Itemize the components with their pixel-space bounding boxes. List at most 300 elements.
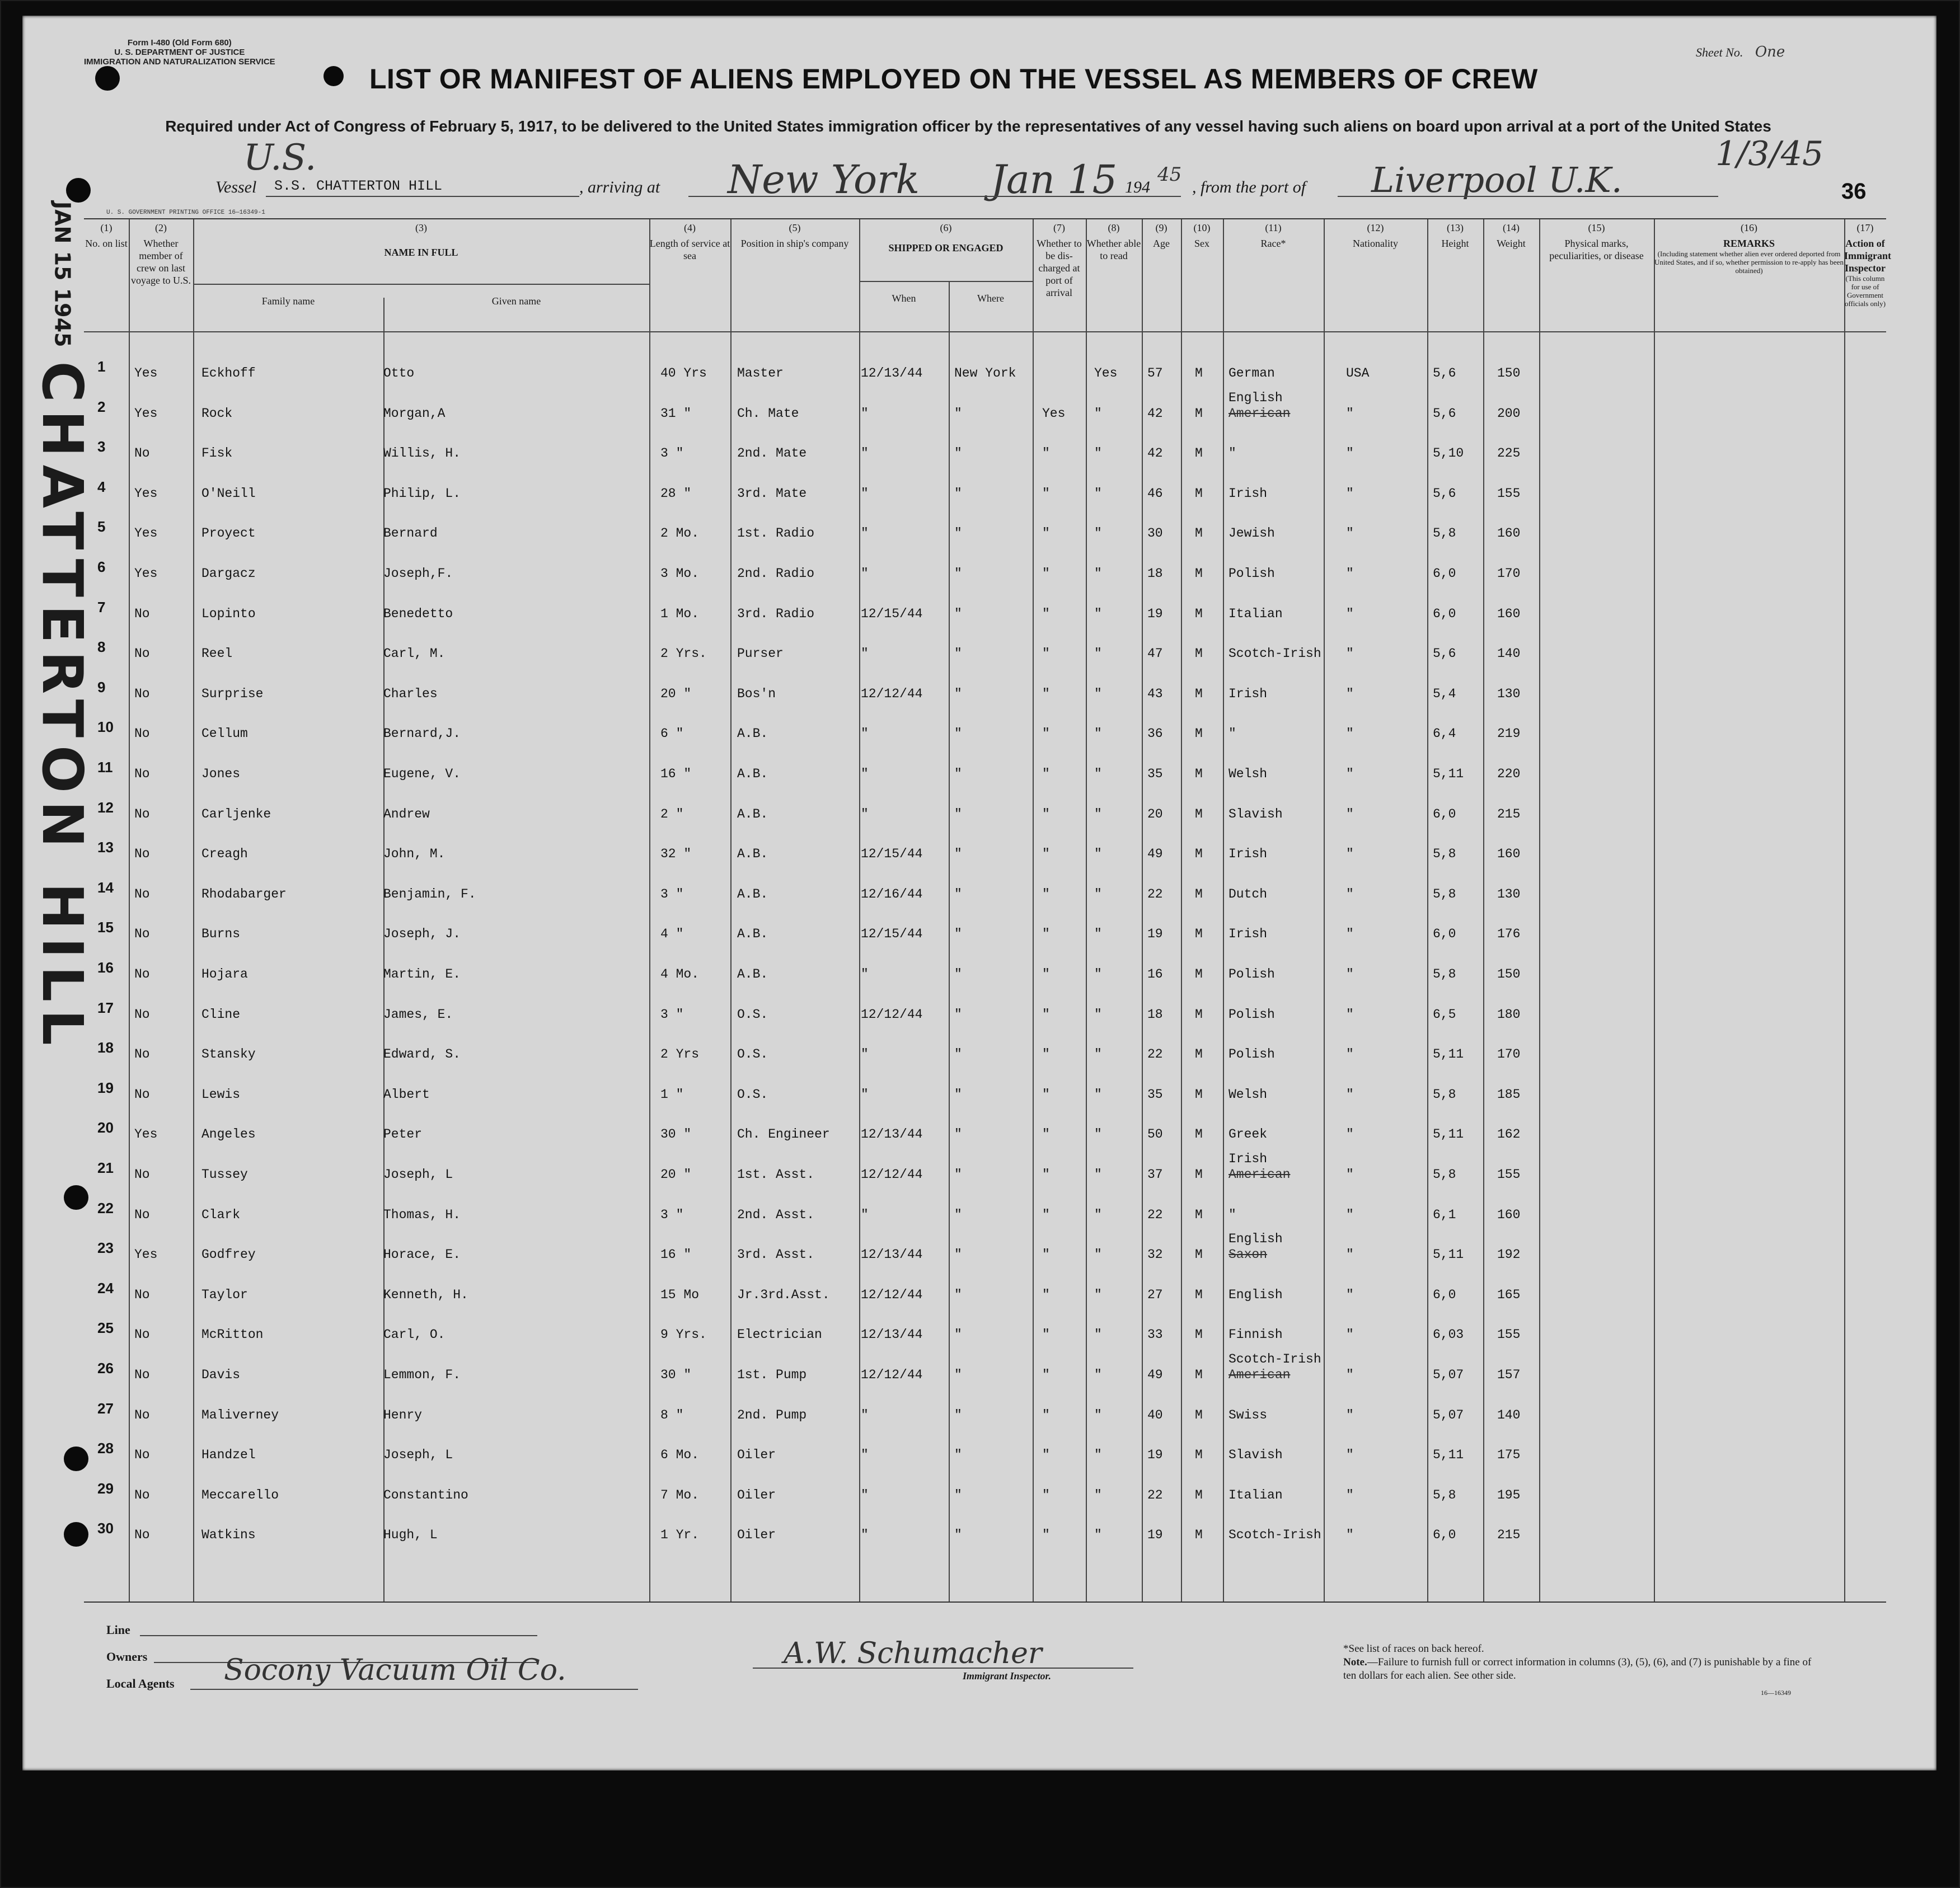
column-number: (3) <box>415 222 427 233</box>
discharged-cell: " <box>1042 526 1050 541</box>
age-cell: 35 <box>1147 767 1163 781</box>
shipped-when-cell: 12/16/44 <box>861 887 923 901</box>
age-cell: 33 <box>1147 1327 1163 1342</box>
position-cell: Purser <box>737 646 784 661</box>
discharged-cell: " <box>1042 887 1050 901</box>
prior-voyage-cell: No <box>134 807 150 821</box>
sex-cell: M <box>1195 1488 1203 1502</box>
position-cell: Bos'n <box>737 687 776 701</box>
race-cell: Italian <box>1228 607 1283 621</box>
able-to-read-cell: " <box>1094 1047 1102 1062</box>
able-to-read-cell: " <box>1094 847 1102 861</box>
height-cell: 5,6 <box>1433 646 1456 661</box>
row-number: 23 <box>97 1239 114 1256</box>
header-rule <box>859 281 1033 282</box>
race-cell: Slavish <box>1228 807 1283 821</box>
nationality-cell: " <box>1346 887 1354 901</box>
weight-cell: 160 <box>1497 1208 1521 1222</box>
shipped-when-cell: 12/15/44 <box>861 607 923 621</box>
column-rule <box>730 219 732 1601</box>
race-cell: Swiss <box>1228 1408 1268 1422</box>
able-to-read-cell: " <box>1094 486 1102 501</box>
given-name-cell: Carl, M. <box>383 646 446 661</box>
service-length-cell: 6 " <box>660 726 684 741</box>
shipped-when-cell: " <box>861 1448 869 1462</box>
nationality-cell: " <box>1346 967 1354 981</box>
prior-voyage-cell: No <box>134 847 150 861</box>
position-cell: Ch. Mate <box>737 406 799 421</box>
column-number: (12) <box>1367 222 1384 233</box>
column-rule <box>129 219 130 1601</box>
able-to-read-cell: " <box>1094 687 1102 701</box>
vessel-label: Vessel <box>215 178 257 196</box>
discharged-cell: " <box>1042 1087 1050 1102</box>
position-cell: 2nd. Asst. <box>737 1208 815 1222</box>
row-number: 5 <box>97 518 106 535</box>
prior-voyage-cell: Yes <box>134 486 158 501</box>
prior-voyage-cell: Yes <box>134 406 158 421</box>
service-length-cell: 3 " <box>660 887 684 901</box>
position-cell: 1st. Asst. <box>737 1167 815 1182</box>
from-port-label: , from the port of <box>1192 178 1306 196</box>
sex-cell: M <box>1195 1368 1203 1382</box>
family-name-cell: Burns <box>201 927 241 941</box>
sex-cell: M <box>1195 1327 1203 1342</box>
age-cell: 16 <box>1147 967 1163 981</box>
service-length-cell: 2 Yrs <box>660 1047 700 1062</box>
column-header-c5 <box>730 222 859 250</box>
position-cell: A.B. <box>737 927 768 941</box>
column-number: (5) <box>789 222 801 233</box>
column-title: Height <box>1441 238 1469 249</box>
age-cell: 20 <box>1147 807 1163 821</box>
given-name-cell: Charles <box>383 687 438 701</box>
given-name-cell: Kenneth, H. <box>383 1288 468 1302</box>
prior-voyage-cell: No <box>134 767 150 781</box>
race-cell: Irish <box>1228 1152 1268 1166</box>
family-name-cell: Cellum <box>201 726 248 741</box>
given-name-cell: Morgan,A <box>383 406 446 421</box>
height-cell: 6,5 <box>1433 1007 1456 1022</box>
able-to-read-cell: " <box>1094 1448 1102 1462</box>
note-text: —Failure to furnish full or correct information in columns (3), (5), (6), and (7) is punishable by a fine of ten dollars for each alien. See other side. <box>1343 1656 1812 1682</box>
race-cell: Polish <box>1228 1047 1275 1062</box>
prior-voyage-cell: Yes <box>134 526 158 541</box>
printing-office: U. S. GOVERNMENT PRINTING OFFICE 16—16349-1 <box>106 209 265 216</box>
weight-cell: 165 <box>1497 1288 1521 1302</box>
height-cell: 6,0 <box>1433 1528 1456 1542</box>
shipped-when-cell: 12/12/44 <box>861 687 923 701</box>
sex-cell: M <box>1195 366 1203 381</box>
row-number: 8 <box>97 638 106 655</box>
able-to-read-cell: " <box>1094 767 1102 781</box>
arriving-label: , arriving at <box>579 178 660 196</box>
discharged-cell: " <box>1042 1127 1050 1142</box>
nationality-cell: " <box>1346 1007 1354 1022</box>
nationality-cell: " <box>1346 1408 1354 1422</box>
race-cell: Greek <box>1228 1127 1268 1142</box>
service-length-cell: 4 " <box>660 927 684 941</box>
weight-cell: 170 <box>1497 1047 1521 1062</box>
weight-cell: 185 <box>1497 1087 1521 1102</box>
able-to-read-cell: " <box>1094 406 1102 421</box>
given-name-cell: Joseph, J. <box>383 927 461 941</box>
given-name-cell: Peter <box>383 1127 423 1142</box>
stamp-date: JAN 15 1945 <box>50 201 75 347</box>
weight-cell: 215 <box>1497 1528 1521 1542</box>
shipped-where-cell: " <box>954 967 962 981</box>
row-number: 11 <box>97 759 113 776</box>
prior-voyage-cell: No <box>134 726 150 741</box>
service-length-cell: 6 Mo. <box>660 1448 700 1462</box>
able-to-read-cell: " <box>1094 1288 1102 1302</box>
weight-cell: 160 <box>1497 526 1521 541</box>
age-cell: 46 <box>1147 486 1163 501</box>
nationality-cell: " <box>1346 1167 1354 1182</box>
family-name-cell: Rock <box>201 406 233 421</box>
able-to-read-cell: " <box>1094 1327 1102 1342</box>
sex-cell: M <box>1195 607 1203 621</box>
service-length-cell: 1 Mo. <box>660 607 700 621</box>
weight-cell: 180 <box>1497 1007 1521 1022</box>
owners-label: Owners <box>106 1650 148 1664</box>
age-cell: 22 <box>1147 887 1163 901</box>
age-cell: 22 <box>1147 1488 1163 1502</box>
shipped-where-cell: " <box>954 1007 962 1022</box>
column-number: (11) <box>1265 222 1282 233</box>
weight-cell: 157 <box>1497 1368 1521 1382</box>
shipped-where-cell: New York <box>954 366 1016 381</box>
row-number: 6 <box>97 558 106 575</box>
column-number: (17) <box>1856 222 1874 233</box>
prior-voyage-cell: No <box>134 887 150 901</box>
position-cell: Ch. Engineer <box>737 1127 830 1142</box>
page-subtitle: Required under Act of Congress of February 5, 1917, to be delivered to the United States immigration officer by the representatives of any vessel having such aliens on board upon arrival at a port of the United States <box>165 118 1771 135</box>
able-to-read-cell: " <box>1094 1167 1102 1182</box>
column-rule <box>1654 219 1655 1601</box>
row-number: 9 <box>97 679 106 696</box>
shipped-where-cell: " <box>954 687 962 701</box>
height-cell: 5,07 <box>1433 1368 1464 1382</box>
punch-hole <box>95 66 120 91</box>
family-name-cell: Maliverney <box>201 1408 279 1422</box>
header-rule <box>193 284 649 285</box>
able-to-read-cell: " <box>1094 807 1102 821</box>
row-number: 13 <box>97 839 114 856</box>
column-rule <box>1033 219 1034 1601</box>
position-cell: A.B. <box>737 887 768 901</box>
age-cell: 19 <box>1147 607 1163 621</box>
shipped-when-cell: " <box>861 767 869 781</box>
age-cell: 49 <box>1147 847 1163 861</box>
race-struck-cell: American <box>1228 1167 1291 1182</box>
prior-voyage-cell: Yes <box>134 366 158 381</box>
family-name-cell: Dargacz <box>201 566 256 581</box>
race-cell: Welsh <box>1228 767 1268 781</box>
race-cell: " <box>1228 726 1236 741</box>
arriving-port: New York <box>728 157 920 203</box>
column-number: (4) <box>684 222 696 233</box>
row-number: 14 <box>97 879 114 896</box>
given-name-cell: Bernard,J. <box>383 726 461 741</box>
height-cell: 6,0 <box>1433 566 1456 581</box>
given-name-cell: Thomas, H. <box>383 1208 461 1222</box>
family-name-cell: Hojara <box>201 967 248 981</box>
position-cell: A.B. <box>737 767 768 781</box>
height-cell: 5,6 <box>1433 366 1456 381</box>
weight-cell: 160 <box>1497 847 1521 861</box>
sex-cell: M <box>1195 767 1203 781</box>
service-length-cell: 1 " <box>660 1087 684 1102</box>
sex-cell: M <box>1195 927 1203 941</box>
nationality-cell: " <box>1346 1208 1354 1222</box>
discharged-cell: " <box>1042 1208 1050 1222</box>
shipped-when-cell: 12/15/44 <box>861 927 923 941</box>
family-name-cell: Handzel <box>201 1448 256 1462</box>
weight-cell: 170 <box>1497 566 1521 581</box>
height-cell: 5,8 <box>1433 526 1456 541</box>
family-name-cell: Angeles <box>201 1127 256 1142</box>
discharged-cell: " <box>1042 807 1050 821</box>
row-number: 26 <box>97 1360 114 1377</box>
age-cell: 57 <box>1147 366 1163 381</box>
position-cell: 3rd. Mate <box>737 486 807 501</box>
nationality-cell: " <box>1346 607 1354 621</box>
column-title: Position in ship's company <box>740 238 849 249</box>
able-to-read-cell: " <box>1094 1208 1102 1222</box>
position-cell: O.S. <box>737 1087 768 1102</box>
age-cell: 18 <box>1147 1007 1163 1022</box>
local-agents-label: Local Agents <box>106 1676 175 1690</box>
weight-cell: 155 <box>1497 486 1521 501</box>
able-to-read-cell: " <box>1094 607 1102 621</box>
nationality-cell: " <box>1346 406 1354 421</box>
given-name-cell: Hugh, L <box>383 1528 438 1542</box>
position-cell: 1st. Pump <box>737 1368 807 1382</box>
row-number: 7 <box>97 599 106 616</box>
given-name-cell: Joseph, L <box>383 1167 453 1182</box>
service-length-cell: 3 " <box>660 1208 684 1222</box>
sex-cell: M <box>1195 1528 1203 1542</box>
shipped-where-cell: " <box>954 1087 962 1102</box>
position-cell: Master <box>737 366 784 381</box>
prior-voyage-cell: No <box>134 1448 150 1462</box>
weight-cell: 130 <box>1497 687 1521 701</box>
discharged-cell: " <box>1042 607 1050 621</box>
us-mark: U.S. <box>243 137 317 179</box>
row-number: 21 <box>97 1159 114 1176</box>
nationality-cell: " <box>1346 1368 1354 1382</box>
age-cell: 27 <box>1147 1288 1163 1302</box>
column-subtitle: (Including statement whether alien ever ordered deported from United States, and if so, whether permission to re-apply has been obtained) <box>1654 250 1844 275</box>
given-name-cell: Benedetto <box>383 607 453 621</box>
family-name-cell: Meccarello <box>201 1488 279 1502</box>
race-cell: Scotch-Irish <box>1228 646 1321 661</box>
discharged-cell: " <box>1042 967 1050 981</box>
sex-cell: M <box>1195 847 1203 861</box>
height-cell: 5,11 <box>1433 1247 1464 1262</box>
able-to-read-cell: " <box>1094 526 1102 541</box>
given-name-cell: Joseph, L <box>383 1448 453 1462</box>
shipped-when-cell: " <box>861 1208 869 1222</box>
height-cell: 6,1 <box>1433 1208 1456 1222</box>
height-cell: 5,11 <box>1433 1448 1464 1462</box>
arrival-date: Jan 15 <box>991 157 1118 203</box>
year-suffix: 45 <box>1157 163 1182 186</box>
given-name-cell: Henry <box>383 1408 423 1422</box>
column-header-c6 <box>859 222 1033 254</box>
row-number: 30 <box>97 1520 114 1537</box>
line-label: Line <box>106 1623 130 1637</box>
column-header-c9 <box>1142 222 1181 250</box>
shipped-when-cell: 12/12/44 <box>861 1167 923 1182</box>
family-name-cell: Stansky <box>201 1047 256 1062</box>
shipped-when-cell: 12/13/44 <box>861 1247 923 1262</box>
discharged-cell: " <box>1042 1047 1050 1062</box>
nationality-cell: " <box>1346 1327 1354 1342</box>
sex-cell: M <box>1195 566 1203 581</box>
age-cell: 40 <box>1147 1408 1163 1422</box>
age-cell: 18 <box>1147 566 1163 581</box>
able-to-read-cell: " <box>1094 1247 1102 1262</box>
discharged-cell: " <box>1042 1528 1050 1542</box>
given-name-cell: Martin, E. <box>383 967 461 981</box>
column-subtitle: (This column for use of Government officials only) <box>1844 274 1886 308</box>
given-name-cell: Edward, S. <box>383 1047 461 1062</box>
punch-hole <box>323 66 344 86</box>
family-name-cell: McRitton <box>201 1327 264 1342</box>
family-name-cell: Jones <box>201 767 241 781</box>
able-to-read-cell: " <box>1094 927 1102 941</box>
shipped-when-cell: " <box>861 406 869 421</box>
discharged-cell: " <box>1042 646 1050 661</box>
form-code: 16—16349 <box>1761 1689 1791 1697</box>
column-rule <box>1844 219 1845 1601</box>
race-cell: Irish <box>1228 486 1268 501</box>
able-to-read-cell: " <box>1094 566 1102 581</box>
row-number: 25 <box>97 1319 114 1336</box>
service-length-cell: 16 " <box>660 767 692 781</box>
age-cell: 37 <box>1147 1167 1163 1182</box>
height-cell: 5,8 <box>1433 1167 1456 1182</box>
sex-cell: M <box>1195 446 1203 461</box>
age-cell: 32 <box>1147 1247 1163 1262</box>
race-struck-cell: American <box>1228 1368 1291 1382</box>
nationality-cell: " <box>1346 1247 1354 1262</box>
nationality-cell: " <box>1346 446 1354 461</box>
given-name-cell: James, E. <box>383 1007 453 1022</box>
column-rule <box>193 219 194 1601</box>
service-name: IMMIGRATION AND NATURALIZATION SERVICE <box>84 57 275 67</box>
weight-cell: 160 <box>1497 607 1521 621</box>
family-name-header: Family name <box>261 295 315 307</box>
age-cell: 35 <box>1147 1087 1163 1102</box>
shipped-when-cell: " <box>861 1528 869 1542</box>
column-rule <box>949 281 950 1601</box>
race-cell: English <box>1228 391 1283 405</box>
service-length-cell: 20 " <box>660 1167 692 1182</box>
service-length-cell: 30 " <box>660 1127 692 1142</box>
column-rule <box>1181 219 1182 1601</box>
race-cell: Finnish <box>1228 1327 1283 1342</box>
weight-cell: 225 <box>1497 446 1521 461</box>
race-cell: " <box>1228 1208 1236 1222</box>
height-cell: 6,0 <box>1433 927 1456 941</box>
nationality-cell: " <box>1346 1528 1354 1542</box>
shipped-when-cell: 12/12/44 <box>861 1288 923 1302</box>
race-cell: German <box>1228 366 1275 381</box>
column-title: REMARKS <box>1723 238 1775 249</box>
note-label: Note. <box>1343 1656 1367 1668</box>
discharged-cell: " <box>1042 1368 1050 1382</box>
age-cell: 22 <box>1147 1208 1163 1222</box>
shipped-when-cell: " <box>861 646 869 661</box>
row-number: 19 <box>97 1079 114 1096</box>
corner-date: 1/3/45 <box>1715 134 1824 173</box>
row-number: 10 <box>97 718 114 735</box>
sex-cell: M <box>1195 1167 1203 1182</box>
weight-cell: 162 <box>1497 1127 1521 1142</box>
column-rule <box>1427 219 1428 1601</box>
shipped-where-cell: " <box>954 526 962 541</box>
prior-voyage-cell: No <box>134 1047 150 1062</box>
shipped-where-cell: " <box>954 1167 962 1182</box>
shipped-when-cell: " <box>861 446 869 461</box>
weight-cell: 192 <box>1497 1247 1521 1262</box>
race-cell: Irish <box>1228 687 1268 701</box>
column-number: (6) <box>940 222 952 233</box>
weight-cell: 155 <box>1497 1327 1521 1342</box>
position-cell: Electrician <box>737 1327 822 1342</box>
height-cell: 5,8 <box>1433 1488 1456 1502</box>
prior-voyage-cell: No <box>134 1528 150 1542</box>
height-cell: 6,0 <box>1433 807 1456 821</box>
height-cell: 5,10 <box>1433 446 1464 461</box>
shipped-where-cell: " <box>954 646 962 661</box>
height-cell: 5,11 <box>1433 767 1464 781</box>
service-length-cell: 40 Yrs <box>660 366 707 381</box>
nationality-cell: " <box>1346 646 1354 661</box>
race-cell: Scotch-Irish <box>1228 1352 1321 1366</box>
family-name-cell: Clark <box>201 1208 241 1222</box>
service-length-cell: 15 Mo <box>660 1288 700 1302</box>
shipped-where-cell: " <box>954 446 962 461</box>
service-length-cell: 20 " <box>660 687 692 701</box>
sex-cell: M <box>1195 807 1203 821</box>
nationality-cell: USA <box>1346 366 1370 381</box>
shipped-when-cell: " <box>861 486 869 501</box>
height-cell: 5,6 <box>1433 406 1456 421</box>
race-cell: Irish <box>1228 927 1268 941</box>
shipped-when-cell: 12/13/44 <box>861 366 923 381</box>
races-note: *See list of races on back hereof. <box>1343 1643 1484 1655</box>
prior-voyage-cell: No <box>134 646 150 661</box>
discharged-cell: " <box>1042 566 1050 581</box>
position-cell: 1st. Radio <box>737 526 815 541</box>
position-cell: A.B. <box>737 807 768 821</box>
height-cell: 5,11 <box>1433 1047 1464 1062</box>
nationality-cell: " <box>1346 847 1354 861</box>
column-title: SHIPPED OR ENGAGED <box>888 242 1004 253</box>
row-number: 3 <box>97 438 106 455</box>
column-rule <box>1483 219 1484 1601</box>
able-to-read-cell: " <box>1094 1087 1102 1102</box>
discharged-cell: " <box>1042 726 1050 741</box>
given-name-cell: Benjamin, F. <box>383 887 476 901</box>
race-cell: " <box>1228 446 1236 461</box>
nationality-cell: " <box>1346 1488 1354 1502</box>
family-name-cell: Tussey <box>201 1167 248 1182</box>
